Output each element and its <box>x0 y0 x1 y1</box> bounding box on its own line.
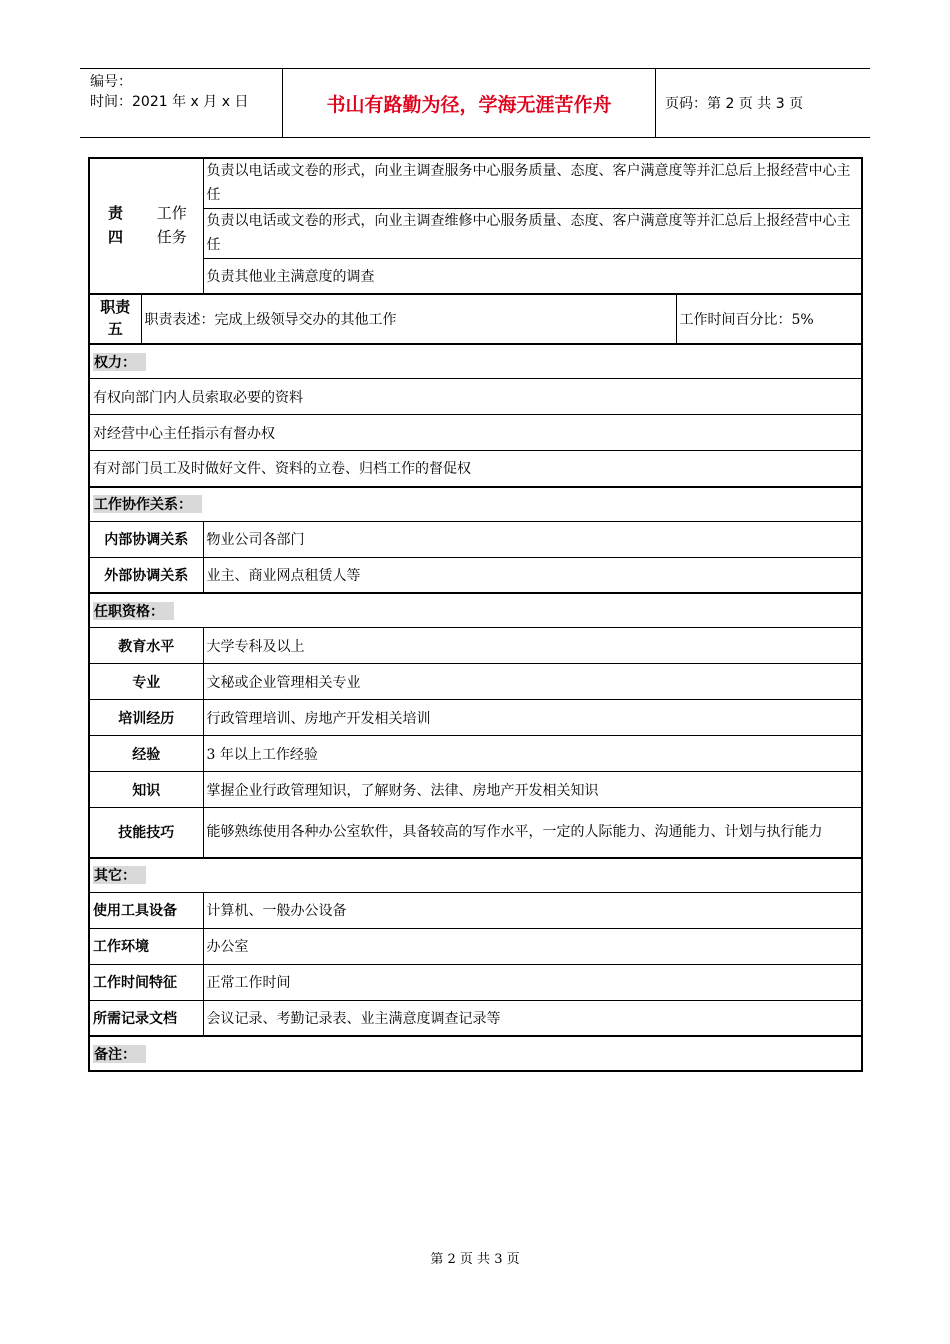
qual-row <box>89 700 862 736</box>
duty4-task-2: 负责以电话或文卷的形式，向业主调查维修中心服务质量、态度、客户满意度等并汇总后上报经营中心主任 <box>203 208 862 258</box>
duty5-label: 职责五 <box>89 294 141 344</box>
qual-label: 经验 <box>89 736 203 772</box>
qual-label: 技能技巧 <box>89 808 203 858</box>
collab-label: 外部协调关系 <box>89 557 203 593</box>
other-row <box>89 928 862 964</box>
qual-value: 行政管理培训、房地产开发相关培训 <box>203 700 862 736</box>
duty4-row-1 <box>89 158 862 208</box>
job-description-table <box>88 157 861 1072</box>
duty4-label-bottom: 四 <box>107 229 123 246</box>
duty4-label-top: 责 <box>107 205 123 222</box>
collab-row <box>89 557 862 593</box>
qual-label: 专业 <box>89 664 203 700</box>
other-label: 工作环境 <box>89 928 203 964</box>
other-value: 会议记录、考勤记录表、业主满意度调查记录等 <box>203 1000 862 1036</box>
duty4-task-3: 负责其他业主满意度的调查 <box>203 258 862 294</box>
duty4-row-3 <box>89 258 862 294</box>
header-meta <box>80 69 283 137</box>
duty4-sublabel: 工作 任务 <box>141 158 203 294</box>
other-heading <box>89 858 862 893</box>
other-label: 工作时间特征 <box>89 964 203 1000</box>
remarks-title: 备注： <box>93 1045 146 1063</box>
duty4-label <box>89 158 141 294</box>
date-label: 时间：2021 年 x 月 x 日 <box>90 94 249 110</box>
page-header <box>80 68 870 138</box>
remarks-heading <box>89 1036 862 1071</box>
collab-title: 工作协作关系： <box>93 495 202 513</box>
qual-row <box>89 664 862 700</box>
collab-value: 物业公司各部门 <box>203 521 862 557</box>
power-row <box>89 451 862 487</box>
qual-heading <box>89 593 862 628</box>
other-value: 计算机、一般办公设备 <box>203 892 862 928</box>
powers-title: 权力： <box>93 353 146 371</box>
other-value: 正常工作时间 <box>203 964 862 1000</box>
number-label: 编号： <box>90 74 132 90</box>
collab-value: 业主、商业网点租赁人等 <box>203 557 862 593</box>
other-row <box>89 964 862 1000</box>
other-row <box>89 1000 862 1036</box>
header-motto: 书山有路勤为径，学海无涯苦作舟 <box>283 69 656 137</box>
other-label: 使用工具设备 <box>89 892 203 928</box>
qual-value: 能够熟练使用各种办公室软件，具备较高的写作水平，一定的人际能力、沟通能力、计划与执行能力 <box>203 808 862 858</box>
duty5-time: 工作时间百分比：5% <box>676 294 862 344</box>
power-row <box>89 379 862 415</box>
collab-heading <box>89 487 862 522</box>
other-title: 其它： <box>93 866 146 884</box>
qual-row <box>89 736 862 772</box>
power-item: 有对部门员工及时做好文件、资料的立卷、归档工作的督促权 <box>89 451 862 487</box>
qual-row <box>89 772 862 808</box>
qual-label: 知识 <box>89 772 203 808</box>
power-row <box>89 415 862 451</box>
collab-row <box>89 521 862 557</box>
qual-title: 任职资格： <box>93 602 174 620</box>
qual-value: 掌握企业行政管理知识，了解财务、法律、房地产开发相关知识 <box>203 772 862 808</box>
page-footer: 第 2 页 共 3 页 <box>430 1252 520 1267</box>
qual-label: 培训经历 <box>89 700 203 736</box>
qual-row <box>89 808 862 858</box>
duty4-task-1: 负责以电话或文卷的形式，向业主调查服务中心服务质量、态度、客户满意度等并汇总后上报经营中心主任 <box>203 158 862 208</box>
collab-label: 内部协调关系 <box>89 521 203 557</box>
header-page: 页码：第 2 页 共 3 页 <box>665 96 804 112</box>
qual-value: 文秘或企业管理相关专业 <box>203 664 862 700</box>
duty4-row-2 <box>89 208 862 258</box>
qual-label: 教育水平 <box>89 628 203 664</box>
other-row <box>89 892 862 928</box>
duty5-row <box>89 294 862 344</box>
qual-row <box>89 628 862 664</box>
duty5-desc: 职责表述：完成上级领导交办的其他工作 <box>141 294 676 344</box>
powers-heading <box>89 344 862 379</box>
other-label: 所需记录文档 <box>89 1000 203 1036</box>
power-item: 有权向部门内人员索取必要的资料 <box>89 379 862 415</box>
qual-value: 3 年以上工作经验 <box>203 736 862 772</box>
other-value: 办公室 <box>203 928 862 964</box>
qual-value: 大学专科及以上 <box>203 628 862 664</box>
power-item: 对经营中心主任指示有督办权 <box>89 415 862 451</box>
